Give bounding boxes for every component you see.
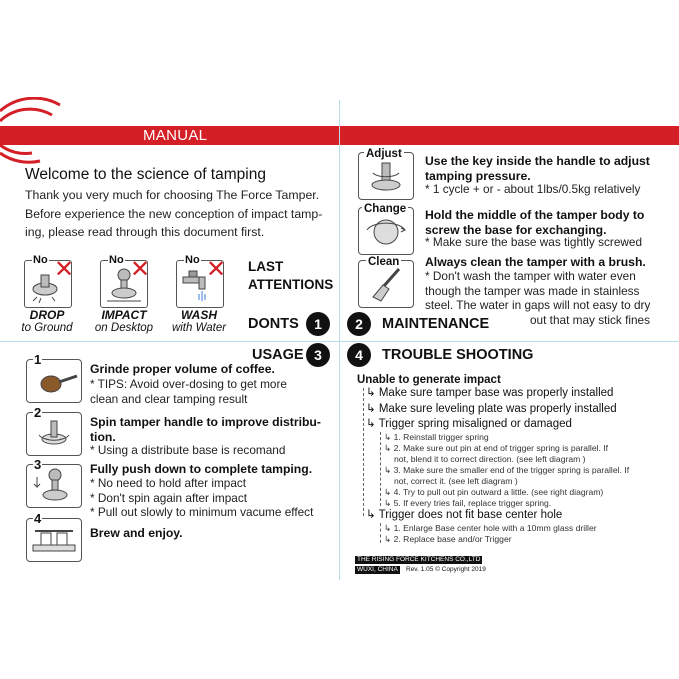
sub-item: ↳ 1. Reinstall trigger spring (384, 432, 489, 442)
impact-title: IMPACT (101, 308, 147, 322)
step-1-title: Grinde proper volume of coffee. (90, 362, 275, 376)
footer-city: WUXI, CHINA (357, 566, 398, 573)
trouble-item-text: Make sure tamper base was properly installed (378, 387, 614, 399)
sub-item: ↳ 3. Make sure the smaller end of the trigger spring is parallel. If (384, 465, 630, 475)
sub-item-text: 4. Try to pull out pin outward a little. (see right diagram) (393, 487, 604, 497)
wash-subtitle: with Water (171, 322, 227, 334)
intro-line: Before experience the new conception of impact tamp- (25, 206, 323, 221)
no-badge: No (185, 254, 200, 266)
x-mark-icon: ✕ (206, 256, 227, 283)
adjust-title-line: tamping pressure. (425, 169, 531, 183)
no-badge: No (109, 254, 124, 266)
step-2-title (90, 415, 321, 445)
step-number: 1 (34, 352, 42, 367)
clean-note-line: * Don't wash the tamper with water even (425, 269, 636, 283)
intro-line: Thank you very much for choosing The Force Tamper. (25, 188, 320, 202)
change-title (425, 208, 644, 238)
base-sublist (384, 523, 664, 545)
step-note: * No need to hold after impact (90, 476, 247, 490)
change-title-line: screw the base for exchanging. (425, 223, 607, 237)
last-attentions-line: LAST (248, 259, 284, 274)
trouble-item: ↳ Make sure tamper base was properly installed (366, 387, 614, 399)
maintenance-heading: MAINTENANCE (382, 316, 490, 332)
clean-note-line: out that may stick fines (530, 312, 650, 327)
x-mark-icon: ✕ (54, 256, 75, 283)
step-2-note: * Using a distribute base is recomand (90, 443, 286, 457)
clean-note (425, 269, 670, 327)
drop-title: DROP (29, 308, 65, 322)
step-3-title: Fully push down to complete tamping. (90, 462, 313, 476)
sub-item-text: not, blend it to correct direction. (see left diagram ) (394, 454, 586, 464)
intro-text (25, 186, 325, 242)
sub-item: ↳ 2. Replace base and/or Trigger (384, 534, 512, 544)
sub-item-text: 1. Reinstall trigger spring (393, 432, 489, 442)
wash-title: WASH (181, 308, 217, 322)
step-1-notes (90, 377, 287, 406)
no-badge: No (33, 254, 48, 266)
usage-number-badge: 3 (306, 343, 330, 367)
intro-line: ing, please read through this document first. (25, 225, 265, 239)
sub-item: ↳ 2. Make sure out pin at end of trigger spring is parallel. If (384, 443, 609, 453)
tree-line (363, 388, 364, 516)
step-note: * Pull out slowly to minimum vacume effect (90, 505, 314, 519)
adjust-title-line: Use the key inside the handle to adjust (425, 154, 650, 168)
donts-heading: DONTS (248, 316, 299, 332)
tree-line (380, 523, 381, 543)
change-note: * Make sure the base was tightly screwed (425, 235, 643, 249)
clean-badge: Clean (368, 256, 400, 268)
trouble-item-text: Trigger does not fit base center hole (378, 509, 563, 521)
last-attentions-line: ATTENTIONS (248, 277, 334, 292)
step-number: 3 (34, 457, 42, 472)
clean-title: Always clean the tamper with a brush. (425, 255, 646, 269)
sub-item-text: 2. Replace base and/or Trigger (393, 534, 512, 544)
tree-line (380, 432, 381, 506)
manual-label: MANUAL (143, 127, 208, 144)
sub-item: ↳ 5. If every tries fail, replace trigger spring. (384, 498, 552, 508)
spring-sublist (384, 432, 664, 509)
trouble-item-text: Trigger spring misaligned or damaged (378, 418, 572, 430)
sub-item-text: 5. If every tries fail, replace trigger spring. (393, 498, 552, 508)
donts-number-badge: 1 (306, 312, 330, 336)
trouble-subheading: Unable to generate impact (357, 374, 501, 386)
horizontal-divider (0, 341, 679, 342)
trouble-item: ↳ Trigger spring misaligned or damaged (366, 418, 572, 430)
step-3-notes (90, 476, 313, 520)
sub-item: ↳ 4. Try to pull out pin outward a little. (see right diagram) (384, 487, 604, 497)
step-note: * Don't spin again after impact (90, 490, 248, 505)
step-note: * TIPS: Avoid over-dosing to get more (90, 377, 287, 391)
change-badge: Change (364, 203, 407, 215)
x-mark-icon: ✕ (130, 256, 151, 283)
vertical-divider (339, 100, 340, 580)
step-number: 2 (34, 405, 42, 420)
trouble-number-badge: 4 (347, 343, 371, 367)
sub-item-text: not, correct it. (see left diagram ) (394, 476, 518, 486)
sub-item: ↳ 1. Enlarge Base center hole with a 10mm glass driller (384, 523, 597, 533)
trouble-item: ↳ Trigger does not fit base center hole (366, 509, 563, 521)
trouble-item-text: Make sure leveling plate was properly installed (378, 403, 617, 415)
change-title-line: Hold the middle of the tamper body to (425, 208, 645, 222)
adjust-badge: Adjust (366, 148, 402, 160)
footer-rev: Rev. 1.05 © Copyright 2019 (406, 566, 486, 573)
clean-note-line: steel. The water in gaps will not easy to dry (425, 298, 651, 312)
adjust-title (425, 154, 650, 184)
trouble-heading: TROUBLE SHOOTING (382, 347, 534, 363)
sub-item-text: 3. Make sure the smaller end of the trigger spring is parallel. If (393, 465, 630, 475)
clean-note-line: though the tamper was made in stainless (425, 283, 640, 298)
step-2-title-line: tion. (90, 430, 116, 444)
last-attentions (248, 258, 333, 294)
usage-heading: USAGE (252, 347, 304, 363)
adjust-note: * 1 cycle + or - about 1lbs/0.5kg relatively (425, 182, 641, 196)
step-4-title: Brew and enjoy. (90, 526, 183, 540)
trouble-item: ↳ Make sure leveling plate was properly installed (366, 403, 617, 415)
the-force-logo (0, 97, 140, 165)
welcome-title: Welcome to the science of tamping (25, 166, 266, 183)
step-number: 4 (34, 511, 42, 526)
impact-subtitle: on Desktop (94, 322, 154, 334)
step-note: clean and clear tamping result (90, 391, 248, 406)
maintenance-number-badge: 2 (347, 312, 371, 336)
sub-item-text: 2. Make sure out pin at end of trigger spring is parallel. If (393, 443, 609, 453)
sub-item-text: 1. Enlarge Base center hole with a 10mm glass driller (393, 523, 597, 533)
logo-text: THE FORCE (8, 125, 130, 148)
footer-company: THE RISING FORCE KITCHENS CO.,LTD (357, 556, 481, 563)
step-2-title-line: Spin tamper handle to improve distribu- (90, 415, 321, 429)
drop-subtitle: to Ground (21, 322, 73, 334)
